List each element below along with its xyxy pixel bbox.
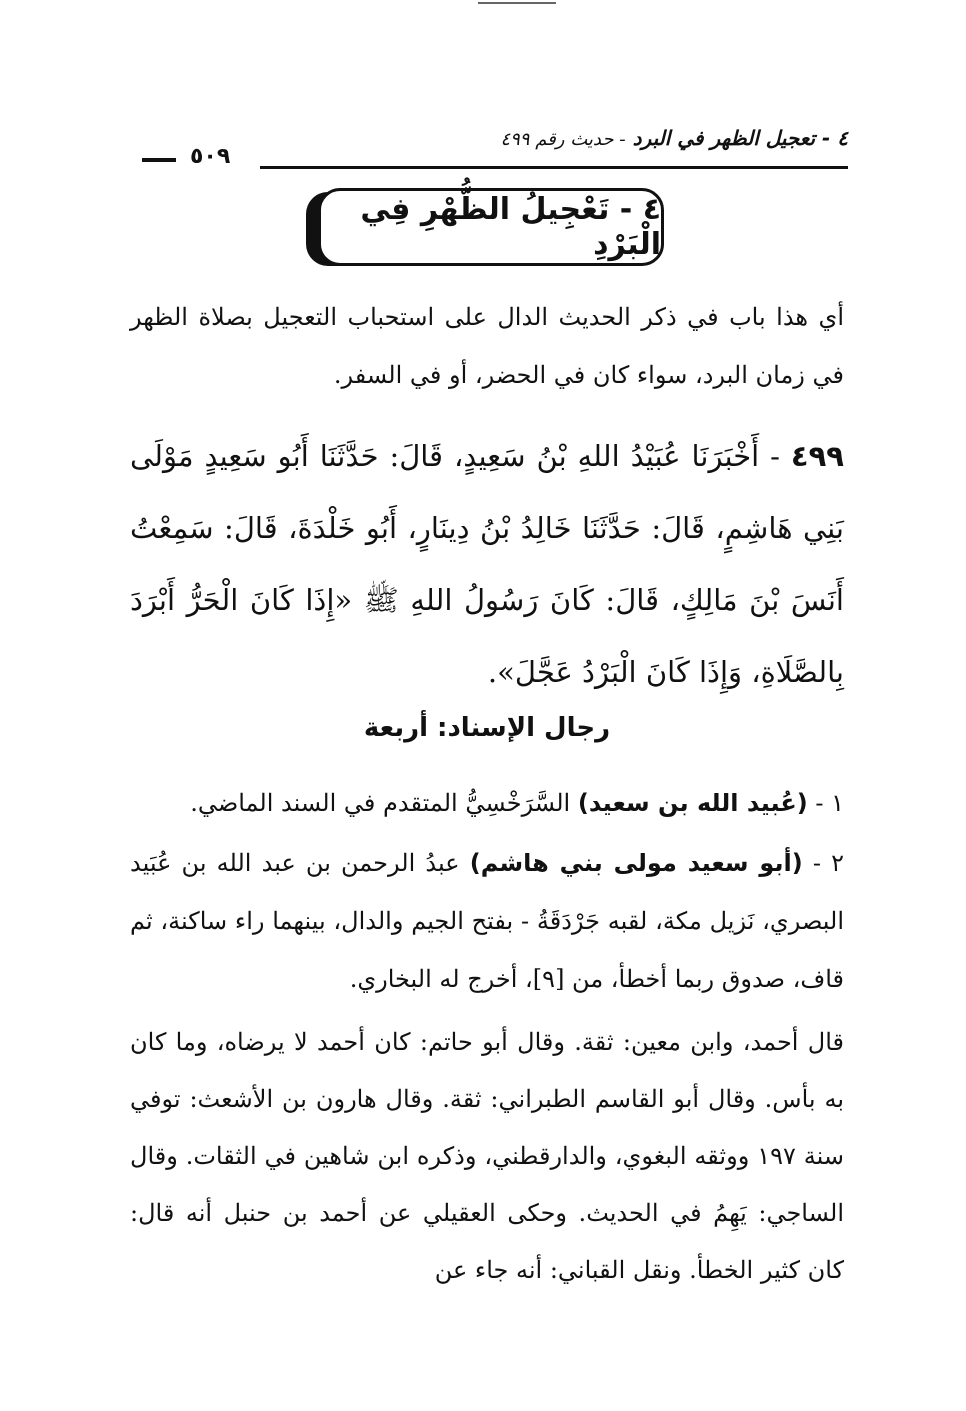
narrator-number: ١ - xyxy=(815,789,844,817)
intro-paragraph: أي هذا باب في ذكر الحديث الدال على استحباب التعجيل بصلاة الظهر في زمان البرد، سواء كان في الحضر، أو في السفر. xyxy=(130,303,844,389)
narrator-number: ٢ - xyxy=(812,849,845,877)
narrators-list xyxy=(130,774,844,1008)
page-number: ٥٠٩ xyxy=(190,144,231,169)
section-title: رجال الإسناد: أربعة xyxy=(363,713,611,743)
narrator-text: عبدُ الرحمن بن عبد الله بن عُبَيد البصري، نَزيل مكة، لقبه جَرْدَقَةُ - بفتح الجيم والدال، بينهما راء ساكنة، ثم قاف، صدوق ربما أخطأ، من [٩]، أخرج له البخاري. xyxy=(130,849,844,993)
top-edge-line xyxy=(478,2,556,4)
hadith-number: ٤٩٩ xyxy=(790,439,844,473)
chapter-title: ٤ - تَعْجِيلُ الظُّهْرِ فِي الْبَرْدِ xyxy=(318,188,664,266)
critics-paragraph xyxy=(130,1014,844,1299)
chapter-heading-frame xyxy=(306,188,664,270)
hadith-text: - أَخْبَرَنَا عُبَيْدُ اللهِ بْنُ سَعِيدٍ، قَالَ: حَدَّثَنَا أَبُو سَعِيدٍ مَوْلَى بَنِي هَاشِمٍ، قَالَ: حَدَّثَنَا خَالِدُ بْنُ دِينَارٍ، أَبُو خَلْدَةَ، قَالَ: سَمِعْتُ أَنَسَ بْنَ مَالِكٍ، قَالَ: كَانَ رَسُولُ اللهِ ﷺ «إِذَا كَانَ الْحَرُّ أَبْرَدَ بِالصَّلَاةِ، وَإِذَا كَانَ الْبَرْدُ عَجَّلَ». xyxy=(130,439,844,689)
header-hadith-ref: - حديث رقم ٤٩٩ xyxy=(500,129,626,150)
header-chapter: ٤ - تعجيل الظهر في البرد xyxy=(632,126,848,150)
narrator-name: (أبو سعيد مولى بني هاشم) xyxy=(469,849,803,877)
running-header-title xyxy=(500,126,848,150)
critics-text: قال أحمد، وابن معين: ثقة. وقال أبو حاتم: كان أحمد لا يرضاه، وما كان به بأس. وقال أبو القاسم الطبراني: ثقة. وقال هارون بن الأشعث: توفي سنة ١٩٧ ووثقه البغوي، والدارقطني، وذكره ابن شاهين في الثقات. وقال الساجي: يَهِمُ في الحديث. وحكى العقيلي عن أحمد بن حنبل أنه قال: كان كثير الخطأ. ونقل القباني: أنه جاء عن xyxy=(130,1028,845,1284)
narrator-item xyxy=(130,834,844,1008)
header-rule xyxy=(260,166,848,169)
narrator-name: (عُبيد الله بن سعيد) xyxy=(577,789,808,817)
page-number-dash xyxy=(142,158,176,162)
running-header xyxy=(142,126,848,176)
narrator-text: السَّرَخْسِيُّ المتقدم في السند الماضي. xyxy=(190,789,571,817)
hadith-paragraph xyxy=(130,420,844,708)
narrator-item xyxy=(130,774,844,832)
